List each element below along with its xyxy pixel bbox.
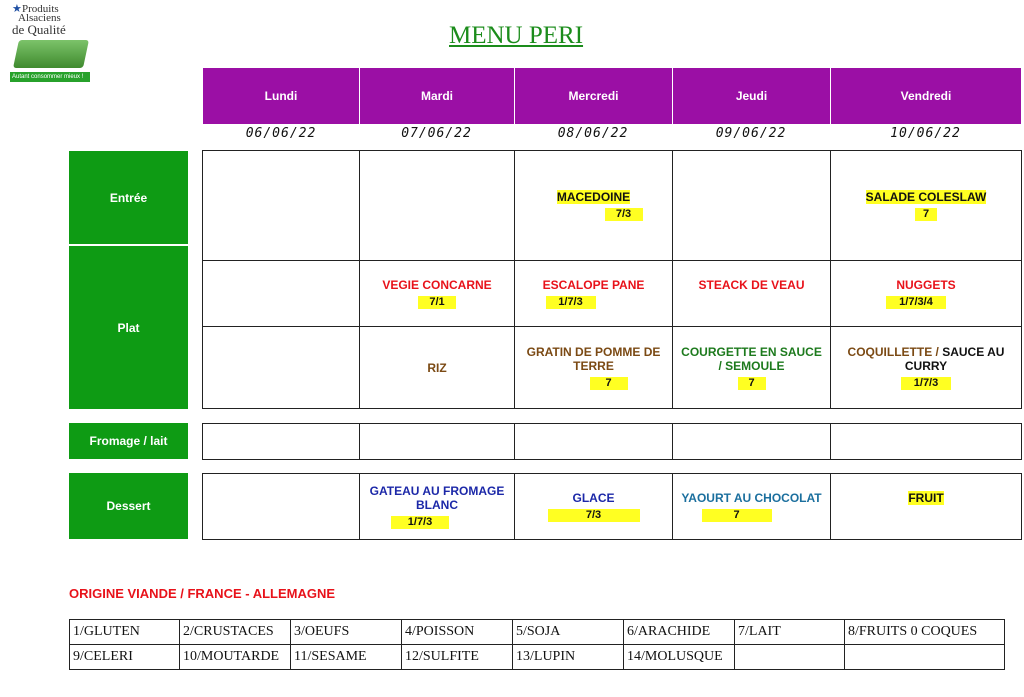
dish-text-a: COQUILLETTE / bbox=[847, 345, 939, 359]
row-label-dessert bbox=[69, 473, 188, 539]
day-header-lundi: Lundi bbox=[203, 68, 359, 124]
allergen-legend-table bbox=[69, 619, 1005, 670]
plat-main-cell-lundi bbox=[203, 261, 360, 327]
entree-cell-lundi bbox=[203, 151, 360, 261]
entree-row bbox=[203, 151, 1022, 261]
allergen-code: 7/1 bbox=[418, 296, 456, 309]
plat-main-cell-mercredi bbox=[515, 261, 673, 327]
dessert-row bbox=[203, 474, 1022, 540]
spacer bbox=[831, 505, 1021, 522]
dish-text: SALADE COLESLAW bbox=[865, 190, 987, 204]
entree-cell-mercredi bbox=[515, 151, 673, 261]
allergen-cell: 13/LUPIN bbox=[513, 645, 624, 670]
fromage-row bbox=[203, 424, 1022, 460]
plat-side-cell-mercredi bbox=[515, 327, 673, 409]
dish-name bbox=[831, 491, 1021, 505]
produits-alsaciens-logo bbox=[8, 2, 90, 82]
dish-name: ESCALOPE PANE bbox=[542, 278, 645, 292]
allergen-cell: 14/MOLUSQUE bbox=[624, 645, 735, 670]
day-header-vendredi: Vendredi bbox=[830, 68, 1021, 124]
fromage-cell-lundi bbox=[203, 424, 360, 460]
star-icon: ★ bbox=[12, 3, 22, 15]
row-label-fromage bbox=[69, 423, 188, 459]
date-mercredi: 08/06/22 bbox=[557, 126, 629, 141]
allergen-row-2 bbox=[70, 645, 1005, 670]
menu-grid-main bbox=[202, 150, 1022, 409]
allergen-code: 7 bbox=[590, 377, 628, 390]
allergen-code: 7/3 bbox=[548, 509, 640, 522]
allergen-cell: 9/CELERI bbox=[70, 645, 180, 670]
allergen-code: 7/3 bbox=[605, 208, 643, 221]
dish-name: YAOURT AU CHOCOLAT bbox=[681, 491, 822, 505]
allergen-cell bbox=[735, 645, 845, 670]
menu-grid-fromage bbox=[202, 423, 1022, 460]
row-label-plat-text: Plat bbox=[117, 320, 140, 335]
allergen-code: 7 bbox=[702, 509, 772, 522]
allergen-code: 7 bbox=[915, 208, 937, 221]
dessert-cell-vendredi bbox=[831, 474, 1022, 540]
allergen-cell: 2/CRUSTACES bbox=[180, 620, 291, 645]
spacer bbox=[673, 292, 830, 309]
logo-field-graphic bbox=[13, 40, 89, 68]
dish-name bbox=[831, 190, 1021, 204]
row-label-fromage-text: Fromage / lait bbox=[89, 434, 168, 448]
plat-side-row bbox=[203, 327, 1022, 409]
dish-text: MACEDOINE bbox=[556, 190, 631, 204]
allergen-code: 1/7/3 bbox=[391, 516, 449, 529]
dish-name: GATEAU AU FROMAGE BLANC bbox=[369, 484, 505, 512]
entree-cell-vendredi bbox=[831, 151, 1022, 261]
allergen-cell: 5/SOJA bbox=[513, 620, 624, 645]
dish-name: VEGIE CONCARNE bbox=[382, 278, 492, 292]
logo-tagline: Autant consommer mieux ! bbox=[10, 72, 90, 82]
meat-origin-note: ORIGINE VIANDE / FRANCE - ALLEMAGNE bbox=[69, 586, 336, 601]
allergen-cell bbox=[845, 645, 1005, 670]
dessert-cell-mercredi bbox=[515, 474, 673, 540]
dessert-cell-jeudi bbox=[673, 474, 831, 540]
menu-grid-dessert bbox=[202, 473, 1022, 540]
day-header-mardi: Mardi bbox=[359, 68, 514, 124]
allergen-cell: 1/GLUTEN bbox=[70, 620, 180, 645]
fromage-cell-mardi bbox=[360, 424, 515, 460]
row-label-plat bbox=[69, 246, 188, 409]
fromage-cell-jeudi bbox=[673, 424, 831, 460]
row-label-entree-text: Entrée bbox=[109, 190, 148, 205]
plat-main-cell-vendredi bbox=[831, 261, 1022, 327]
logo-line-3: de Qualité bbox=[12, 22, 66, 37]
plat-side-cell-mardi bbox=[360, 327, 515, 409]
plat-main-row bbox=[203, 261, 1022, 327]
dish-name: NUGGETS bbox=[896, 278, 956, 292]
dish-name: GLACE bbox=[572, 491, 615, 505]
allergen-cell: 4/POISSON bbox=[402, 620, 513, 645]
allergen-cell: 6/ARACHIDE bbox=[624, 620, 735, 645]
allergen-row-1 bbox=[70, 620, 1005, 645]
plat-side-cell-lundi bbox=[203, 327, 360, 409]
day-header-jeudi: Jeudi bbox=[672, 68, 830, 124]
allergen-cell: 12/SULFITE bbox=[402, 645, 513, 670]
allergen-code: 7 bbox=[738, 377, 766, 390]
entree-cell-jeudi bbox=[673, 151, 831, 261]
dish-text-b: SAUCE AU CURRY bbox=[904, 345, 1005, 373]
allergen-code: 1/7/3/4 bbox=[886, 296, 946, 309]
dish-name: GRATIN DE POMME DE TERRE bbox=[526, 345, 661, 373]
dessert-cell-mardi bbox=[360, 474, 515, 540]
dish-text: FRUIT bbox=[908, 491, 944, 505]
dish-name: COURGETTE EN SAUCE / SEMOULE bbox=[681, 345, 822, 373]
page-title: MENU PERI bbox=[449, 22, 584, 49]
plat-main-cell-mardi bbox=[360, 261, 515, 327]
allergen-code: 1/7/3 bbox=[546, 296, 596, 309]
logo-line-2: Alsaciens bbox=[18, 12, 61, 24]
row-label-entree bbox=[69, 151, 188, 244]
plat-main-cell-jeudi bbox=[673, 261, 831, 327]
dish-name: STEACK DE VEAU bbox=[698, 278, 805, 292]
date-lundi: 06/06/22 bbox=[245, 126, 317, 141]
date-vendredi: 10/06/22 bbox=[890, 126, 961, 141]
date-mardi: 07/06/22 bbox=[401, 126, 472, 141]
allergen-cell: 11/SESAME bbox=[291, 645, 402, 670]
allergen-cell: 10/MOUTARDE bbox=[180, 645, 291, 670]
date-jeudi: 09/06/22 bbox=[715, 126, 787, 141]
day-header-mercredi: Mercredi bbox=[514, 68, 672, 124]
allergen-code: 1/7/3 bbox=[901, 377, 951, 390]
plat-side-cell-vendredi bbox=[831, 327, 1022, 409]
fromage-cell-vendredi bbox=[831, 424, 1022, 460]
allergen-cell: 7/LAIT bbox=[735, 620, 845, 645]
plat-side-cell-jeudi bbox=[673, 327, 831, 409]
allergen-cell: 8/FRUITS 0 COQUES bbox=[845, 620, 1005, 645]
dessert-cell-lundi bbox=[203, 474, 360, 540]
logo-line-1: Produits bbox=[22, 3, 59, 15]
allergen-cell: 3/OEUFS bbox=[291, 620, 402, 645]
dish-name: RIZ bbox=[427, 360, 447, 375]
dish-name bbox=[515, 190, 672, 204]
dish-name bbox=[831, 345, 1021, 373]
fromage-cell-mercredi bbox=[515, 424, 673, 460]
row-label-dessert-text: Dessert bbox=[106, 499, 151, 513]
entree-cell-mardi bbox=[360, 151, 515, 261]
